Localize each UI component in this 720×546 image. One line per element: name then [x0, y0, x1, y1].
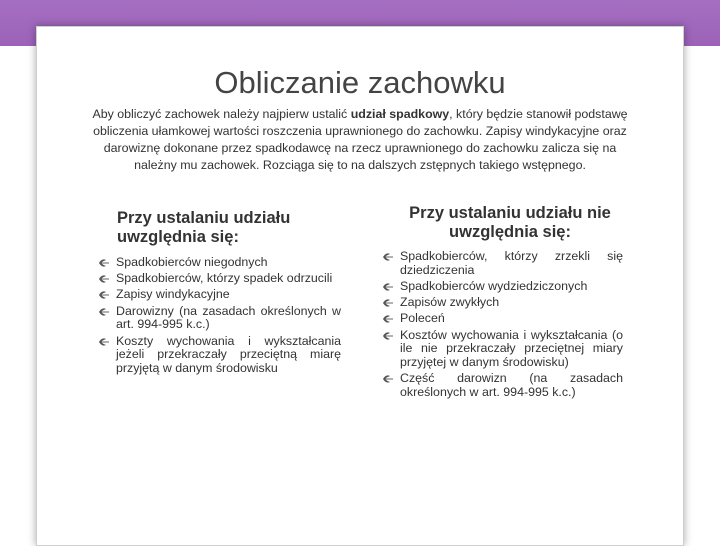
right-list-item: [382, 296, 623, 310]
intro-paragraph: [84, 106, 636, 174]
right-list-item: [382, 329, 623, 370]
left-list-item-text: Koszty wychowania i wykształcania jeżeli przekraczały przeciętną miarę przyjętą w danym środowisku: [116, 333, 341, 376]
left-column-heading: Przy ustalaniu udziału uwzględnia się:: [117, 209, 291, 246]
leaf-bullet-icon: [382, 314, 394, 324]
right-list-item: [382, 250, 623, 278]
left-list-item: [98, 272, 341, 286]
right-column-heading: Przy ustalaniu udziału nie uwzględnia się:: [409, 204, 611, 241]
right-list-item-text: Spadkobierców wydziedziczonych: [400, 278, 588, 293]
leaf-bullet-icon: [98, 290, 110, 300]
right-list-item: [382, 312, 623, 326]
left-list-item: [98, 256, 341, 270]
slide-title: Obliczanie zachowku: [214, 65, 506, 100]
left-list-item: [98, 288, 341, 302]
right-list-item-text: Część darowizn (na zasadach określonych w art. 994-995 k.c.): [400, 371, 623, 400]
leaf-bullet-icon: [98, 274, 110, 284]
intro-text-start: Aby obliczyć zachowek należy najpierw ustalić: [92, 107, 351, 121]
left-list-item-text: Spadkobierców niegodnych: [116, 255, 268, 269]
leaf-bullet-icon: [382, 282, 394, 292]
leaf-bullet-icon: [382, 331, 394, 341]
right-list-item-text: Zapisów zwykłych: [400, 295, 500, 310]
leaf-bullet-icon: [382, 252, 394, 262]
intro-bold-term: udział spadkowy: [350, 107, 450, 121]
left-list-item-text: Zapisy windykacyjne: [116, 287, 230, 302]
right-list-item-text: Kosztów wychowania i wykształcania (o ile nie przekraczały przeciętnej miary przyjętej w danym środowisku): [400, 327, 623, 370]
left-list-item: [98, 305, 341, 333]
leaf-bullet-icon: [98, 337, 110, 347]
leaf-bullet-icon: [382, 298, 394, 308]
left-list-item-text: Darowizny (na zasadach określonych w art. 994-995 k.c.): [116, 303, 341, 332]
leaf-bullet-icon: [98, 307, 110, 317]
left-list-item-text: Spadkobierców, którzy spadek odrzucili: [116, 271, 333, 286]
right-list-item-text: Spadkobierców, którzy zrzekli się dziedziczenia: [400, 249, 623, 277]
right-list-item: [382, 280, 623, 294]
left-bullet-list: [98, 256, 341, 378]
leaf-bullet-icon: [98, 258, 110, 268]
leaf-bullet-icon: [382, 374, 394, 384]
right-list-item: [382, 372, 623, 400]
right-list-item-text: Poleceń: [400, 311, 445, 326]
right-bullet-list: [382, 250, 623, 402]
intro-text-end: , który będzie stanowił podstawę obliczenia ułamkowej wartości roszczenia uprawnionego do zachowku. Zapisy windykacyjne oraz darowiznę dokonane przez spadkodawcę na rzecz uprawnionego do zachowku zalicza się na należny mu zachowek. Rozciąga się to na dalszych zstępnych takiego wstępnego.: [93, 107, 628, 172]
left-list-item: [98, 335, 341, 376]
